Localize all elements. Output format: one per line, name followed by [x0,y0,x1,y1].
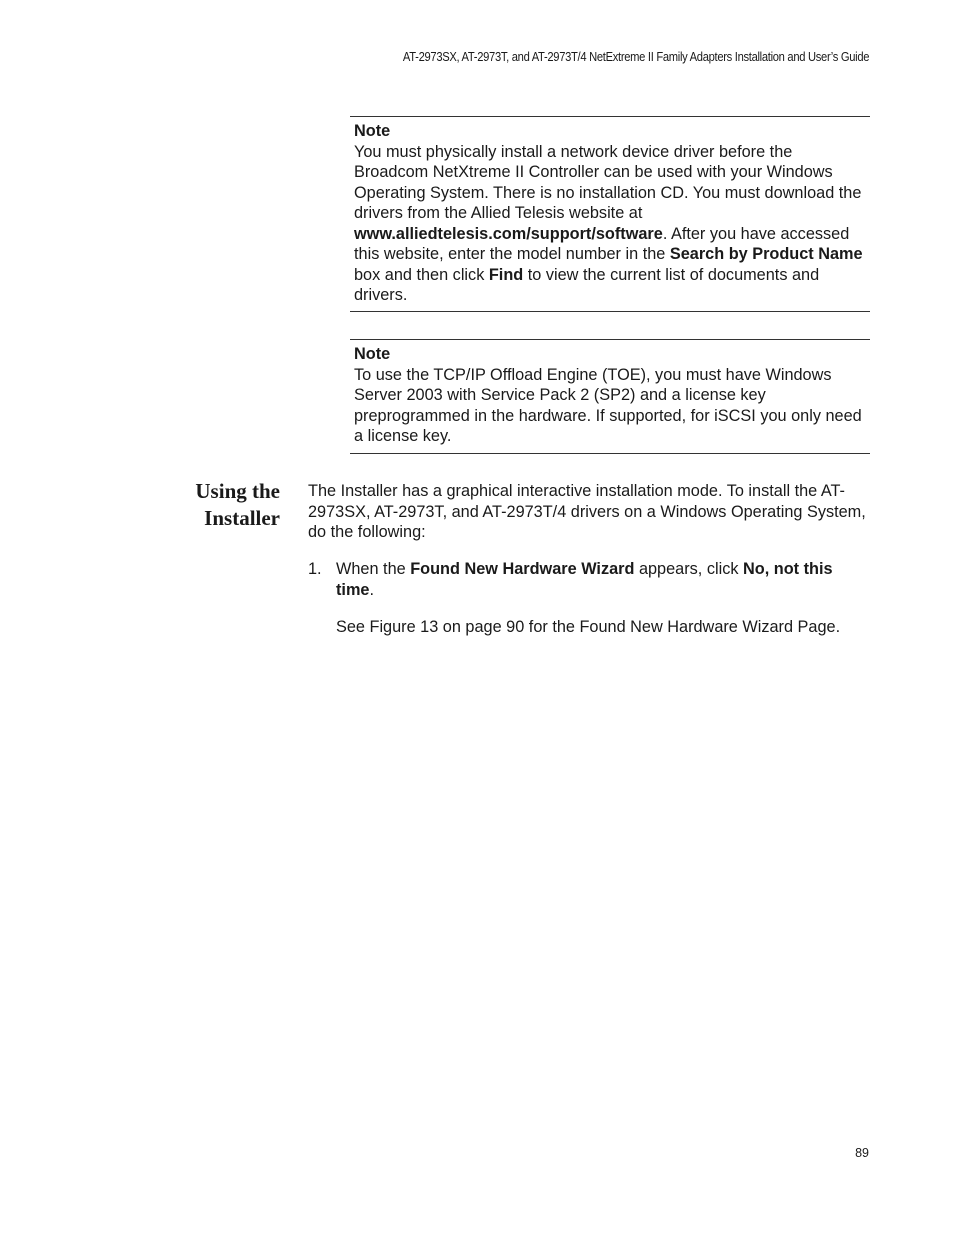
step-number: 1. [308,560,322,578]
note-title: Note [354,122,391,140]
note-toe [350,339,870,454]
option-label: No, not this time [336,560,833,599]
see-also-paragraph: See Figure 13 on page 90 for the Found New Hardware Wizard Page. [336,618,841,636]
note-text: . After you have accessed this website, enter the model number in the [354,224,850,263]
website-url: www.alliedtelesis.com/support/software [354,224,663,243]
step-1 [308,559,873,600]
step-text-part: When the [336,560,411,578]
step-text-part: appears, click [634,560,744,578]
note-body [354,142,864,306]
note-text: box and then click [354,265,489,284]
note-body: To use the TCP/IP Offload Engine (TOE), you must have Windows Server 2003 with Service Pack 2 (SP2) and a license key preprogrammed in the hardware. If supported, for iSCSI you only need a license key. [354,365,862,445]
step-text [336,559,873,600]
page-number: 89 [855,1146,869,1160]
wizard-name: Found New Hardware Wizard [410,560,635,578]
intro-paragraph: The Installer has a graphical interactive installation mode. To install the AT-2973SX, AT-2973T, and AT-2973T/4 drivers on a Windows Operating System, do the following: [308,482,866,541]
section-heading-line: Installer [204,505,280,530]
note-text: to view the current list of documents and drivers. [354,265,820,304]
note-driver-install [350,116,870,312]
search-by-product-name-label: Search by Product Name [669,245,863,263]
note-text: You must physically install a network device driver before the Broadcom NetXtreme II Controller can be used with your Windows Operating System. There is no installation CD. You must download the drivers from the Allied Telesis website at [354,142,862,222]
section-heading [195,478,280,531]
find-label: Find [488,265,524,284]
step-text-part: . [369,580,375,599]
running-header: AT-2973SX, AT-2973T, and AT-2973T/4 NetExtreme II Family Adapters Installation and User’s Guide [402,49,869,64]
section-heading-line: Using the [195,479,280,503]
note-title: Note [354,345,391,363]
